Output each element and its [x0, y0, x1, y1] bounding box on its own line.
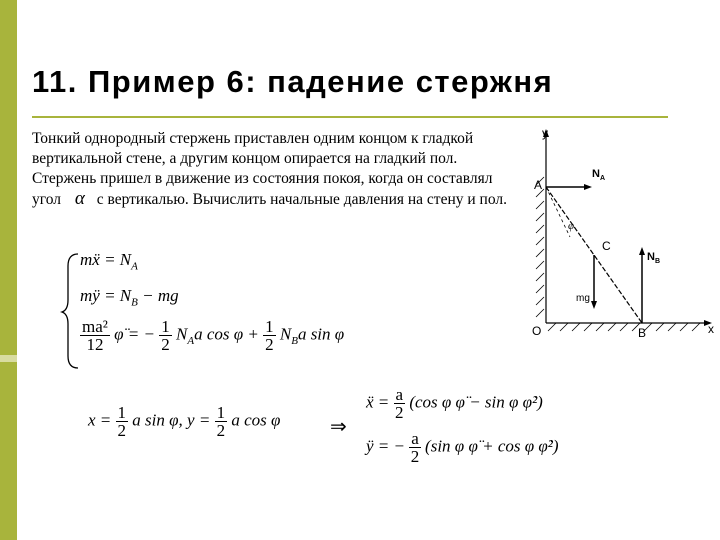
frac-half-2: $\frac{1}{2}$ — [265, 317, 274, 354]
normal-force-a-label: $N_A$ — [592, 168, 606, 182]
implies-arrow: ⇒ — [330, 416, 347, 438]
rod-diagram — [530, 125, 720, 345]
equation-system — [60, 250, 400, 370]
x-axis-label: x — [708, 322, 714, 336]
slide-title: 11. Пример 6: падение стержня — [32, 64, 554, 99]
title-underline — [32, 116, 668, 118]
point-b-label: B — [638, 326, 647, 340]
angle-phi-label: φ — [568, 220, 575, 232]
frac-half-y: $\frac{1}{2}$ — [216, 403, 226, 440]
normal-force-b-arrow-icon — [639, 247, 645, 255]
frac-a-2-x: $\frac{a}{2}$ — [395, 385, 404, 422]
left-accent-bar — [0, 0, 17, 355]
y-axis-label: y — [542, 126, 548, 140]
frac-half-1: $\frac{1}{2}$ — [161, 317, 170, 354]
floor-hatching — [548, 323, 700, 331]
frac-half-x: $\frac{1}{2}$ — [117, 403, 127, 440]
normal-force-a-arrow-icon — [584, 184, 592, 190]
problem-text-1: Тонкий однородный стержень приставлен одним концом к гладкой вертикальной стене, а другим концом опирается на гладкий пол. Стержень пришел в движение из состояния покоя, когда он составлял угол — [32, 130, 493, 208]
alpha-symbol: α — [74, 188, 85, 209]
origin-label: O — [532, 324, 542, 338]
angle-guide — [546, 187, 570, 237]
wall-hatching — [536, 177, 544, 317]
gravity-arrow-icon — [591, 301, 597, 309]
equation-3: $\frac{\text{ma²}}{12}$ φ̈ = − $\frac{1}{2}$ $N_Aa$ cos φ + $\frac{1}{2}$ $N_Ba$ sin φ — [82, 317, 345, 354]
frac-ma2-12: $\frac{\text{ma²}}{12}$ — [82, 317, 108, 354]
x-acceleration-equation: ẍ = $\frac{a}{2}$ (cos φ φ̈ − sin φ φ̇²) — [366, 385, 543, 422]
brace-icon — [60, 250, 82, 370]
problem-text-2: с вертикалью. Вычислить начальные давления на стену и пол. — [96, 191, 507, 208]
point-a-label: A — [534, 178, 543, 192]
y-acceleration-equation: ÿ = − $\frac{a}{2}$ (sin φ φ̈ + cos φ φ̇²) — [366, 429, 559, 466]
left-accent-gap — [0, 355, 17, 362]
problem-statement — [32, 129, 512, 210]
normal-force-b-label: $N_B$ — [647, 251, 661, 265]
left-accent-bar-lower — [0, 362, 17, 540]
equation-2: mÿ = $N_B$ − mg — [80, 286, 179, 309]
frac-a-2-y: $\frac{a}{2}$ — [410, 429, 420, 466]
gravity-label: mg — [576, 293, 590, 304]
point-c-label: C — [602, 239, 611, 253]
equation-1: mẍ = $N_A$ — [80, 250, 138, 273]
coordinate-equations: x = $\frac{1}{2}$ a sin φ, y = $\frac{1}{2}$ a cos φ — [88, 403, 281, 440]
